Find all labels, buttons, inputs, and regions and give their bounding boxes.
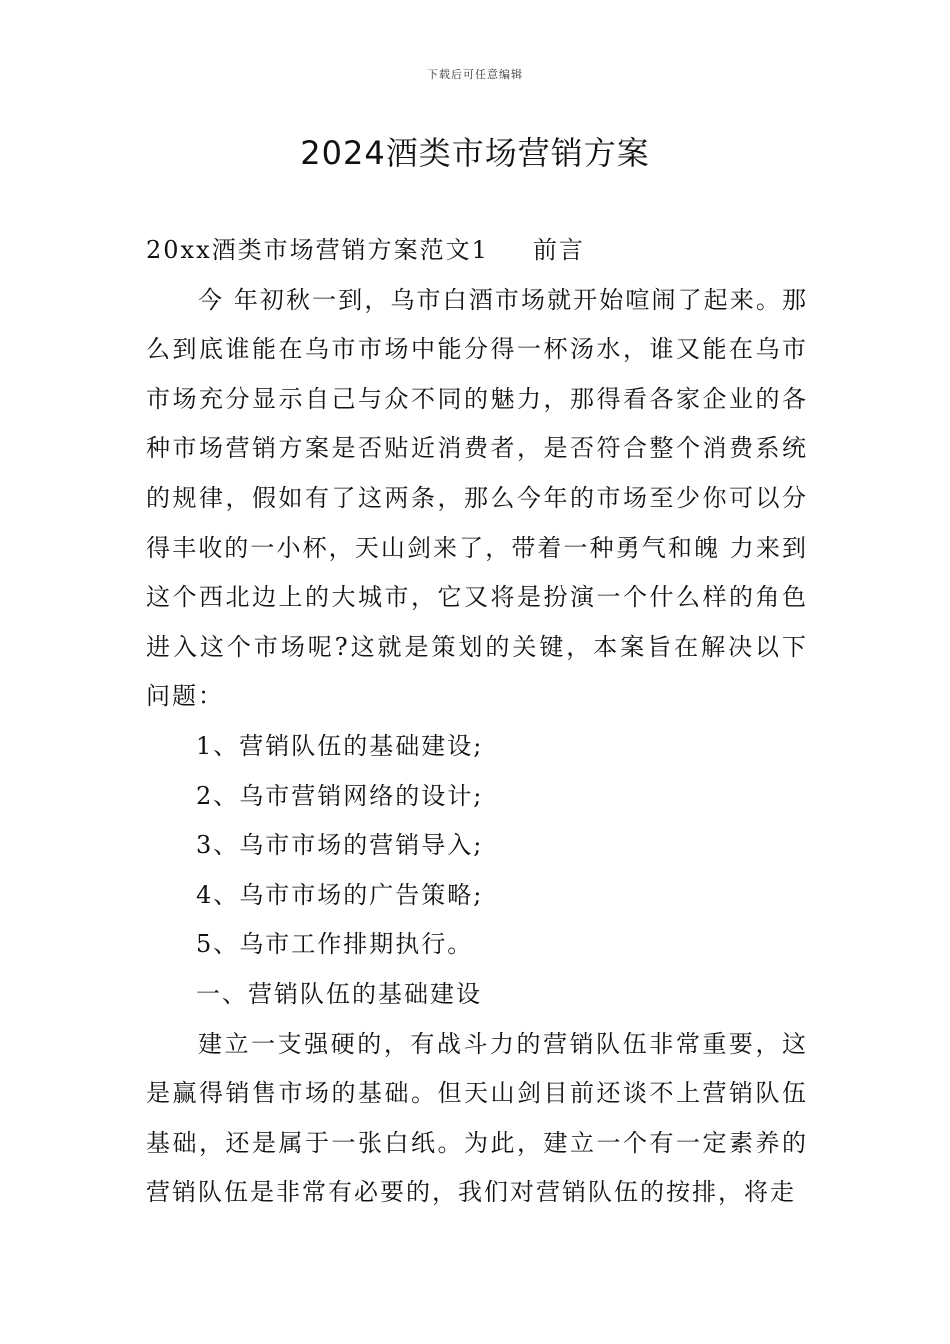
header-note: 下载后可任意编辑 bbox=[427, 68, 523, 81]
intro-paragraph: 今 年初秋一到，乌市白酒市场就开始喧闹了起来。那么到底谁能在乌市市场中能分得一杯汤水，谁又能在乌市市场充分显示自己与众不同的魅力，那得看各家企业的各种市场营销方案是否贴近消费者，是否符合整个消费系统的规律，假如有了这两条，那么今年的市场至少你可以分得丰收的一小杯，天山剑来了，带着一种勇气和魄 力来到这个西北边上的大城市，它又将是扮演一个什么样的角色进入这个市场呢?这就是策划的关键，本案旨在解决以下问题： bbox=[146, 285, 808, 711]
section-paragraph: 建立一支强硬的，有战斗力的营销队伍非常重要，这是赢得销售市场的基础。但天山剑目前还谈不上营销队伍基础，还是属于一张白纸。为此，建立一个有一定素养的营销队伍是非常有必要的，我们对营销队伍的按排，将走 bbox=[146, 1029, 808, 1207]
section-heading: 一、营销队伍的基础建设 bbox=[196, 979, 482, 1008]
subtitle-line bbox=[146, 226, 808, 276]
issue-item-5: 5、乌市工作排期执行。 bbox=[196, 930, 474, 959]
issue-item-2: 2、乌市营销网络的设计; bbox=[196, 781, 484, 810]
issue-item-3: 3、乌市市场的营销导入; bbox=[196, 831, 484, 860]
issue-item-1: 1、营销队伍的基础建设; bbox=[196, 731, 484, 760]
subtitle-section: 前言 bbox=[532, 236, 585, 264]
issue-item-4: 4、乌市市场的广告策略; bbox=[196, 880, 484, 909]
document-title: 2024酒类市场营销方案 bbox=[300, 134, 650, 172]
document-body bbox=[146, 226, 808, 1218]
subtitle-prefix: 20xx酒类市场营销方案范文1 bbox=[146, 236, 489, 264]
